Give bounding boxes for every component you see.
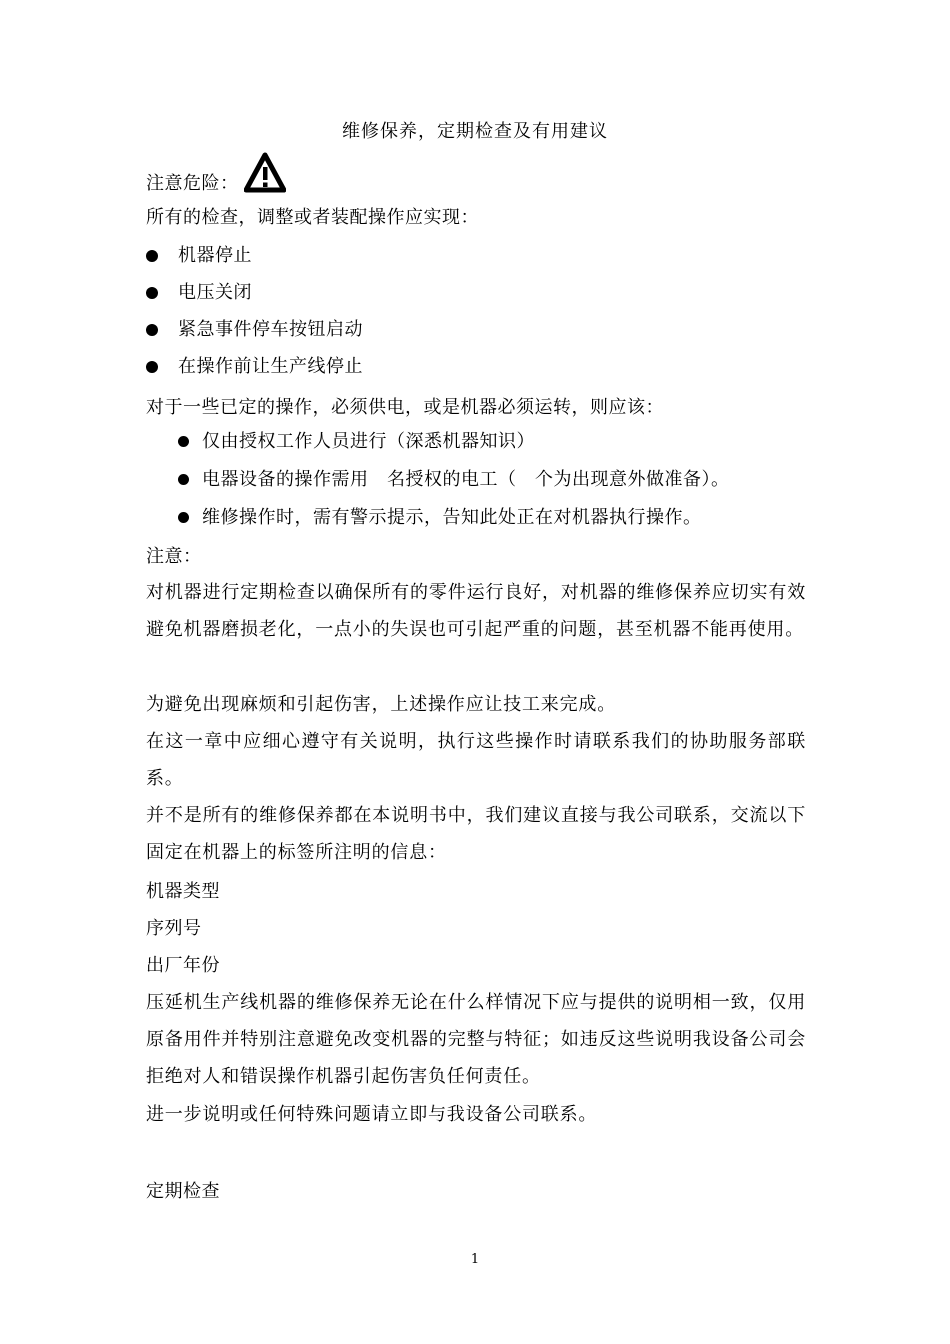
bullet-icon xyxy=(146,250,158,262)
list-item-text: 紧急事件停车按钮启动 xyxy=(178,319,363,340)
paragraph: 压延机生产线机器的维修保养无论在什么样情况下应与提供的说明相一致，仅用原备用件并特别注意避免改变机器的完整与特征；如违反这些说明我设备公司会拒绝对人和错误操作机器引起伤害负任何责任。 xyxy=(146,992,806,1087)
page-number: 1 xyxy=(470,1252,480,1267)
bullet-icon xyxy=(178,436,189,447)
paragraph: 对机器进行定期检查以确保所有的零件运行良好，对机器的维修保养应切实有效避免机器磨损老化，一点小的失误也可引起严重的问题，甚至机器不能再使用。 xyxy=(146,582,806,640)
intro-text: 所有的检查，调整或者装配操作应实现： xyxy=(146,207,479,228)
bullet-icon xyxy=(146,361,158,373)
paragraph: 进一步说明或任何特殊问题请立即与我设备公司联系。 xyxy=(146,1104,598,1125)
bullet-icon xyxy=(178,512,189,523)
warning-triangle-icon xyxy=(244,152,286,194)
bullet-icon xyxy=(178,474,189,485)
list-item-text: 机器停止 xyxy=(178,245,252,266)
page-title: 维修保养，定期检查及有用建议 xyxy=(342,121,608,142)
label-item: 出厂年份 xyxy=(146,955,220,976)
powered-intro-text: 对于一些已定的操作，必须供电，或是机器必须运转，则应该： xyxy=(146,397,664,418)
section-heading: 定期检查 xyxy=(146,1181,220,1202)
list-item-text: 电压关闭 xyxy=(178,282,252,303)
paragraph: 并不是所有的维修保养都在本说明书中，我们建议直接与我公司联系，交流以下固定在机器上的标签所注明的信息： xyxy=(146,805,806,863)
list-item-text: 电器设备的操作需用 名授权的电工（ 个为出现意外做准备）。 xyxy=(202,469,730,490)
note-label: 注意： xyxy=(146,546,202,567)
paragraph: 为避免出现麻烦和引起伤害，上述操作应让技工来完成。 xyxy=(146,694,616,715)
list-item-text: 维修操作时，需有警示提示，告知此处正在对机器执行操作。 xyxy=(202,507,702,528)
bullet-icon xyxy=(146,324,158,336)
label-item: 序列号 xyxy=(146,918,202,939)
label-item: 机器类型 xyxy=(146,881,220,902)
paragraph: 在这一章中应细心遵守有关说明，执行这些操作时请联系我们的协助服务部联系。 xyxy=(146,731,806,789)
bullet-icon xyxy=(146,287,158,299)
warning-label: 注意危险： xyxy=(146,173,239,194)
list-item-text: 在操作前让生产线停止 xyxy=(178,356,363,377)
list-item-text: 仅由授权工作人员进行（深悉机器知识） xyxy=(202,431,535,452)
